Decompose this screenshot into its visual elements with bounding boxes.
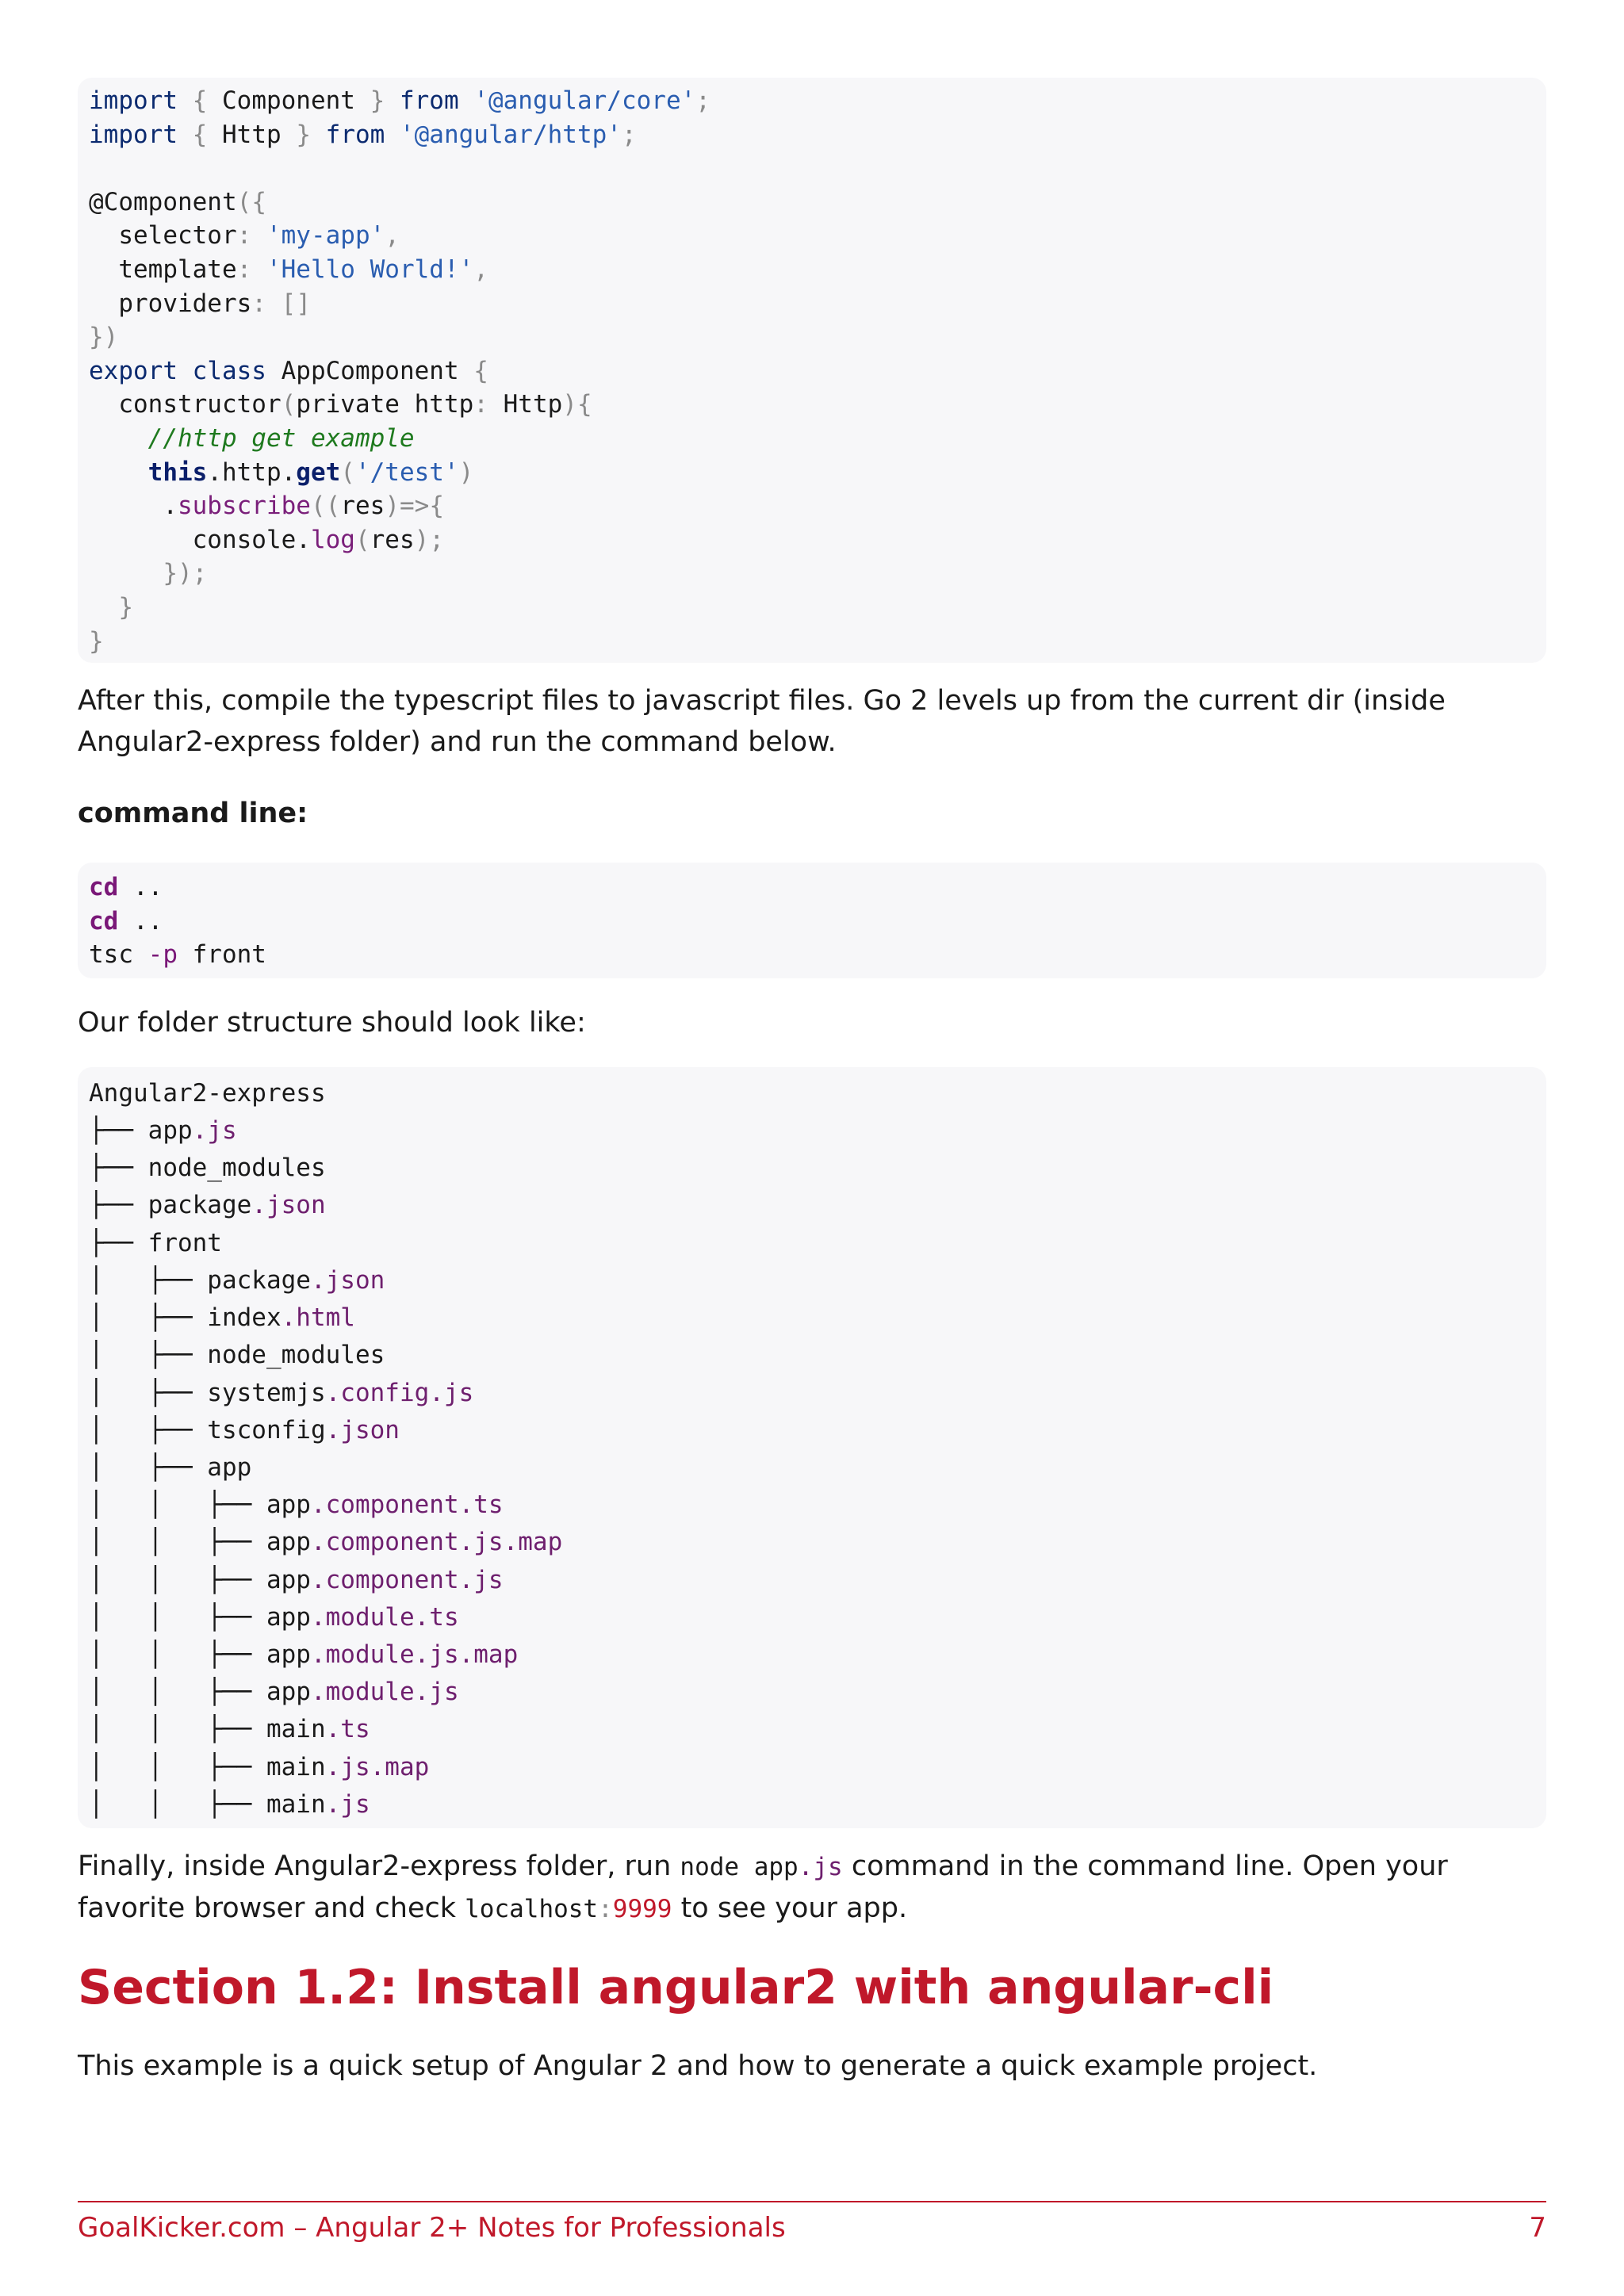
tree-line: │ ├── tsconfig.json bbox=[89, 1415, 400, 1445]
ts-code-line: template: 'Hello World!', bbox=[89, 254, 488, 284]
inline-code-localhost: localhost:9999 bbox=[465, 1894, 672, 1923]
tree-line: ├── package.json bbox=[89, 1191, 326, 1220]
command-line-label: command line: bbox=[78, 798, 308, 830]
tree-line: Angular2-express bbox=[89, 1078, 326, 1108]
paragraph-compile: After this, compile the typescript files to javascript files. Go 2 levels up from the current dir (inside Angular2-express folder) and run the command below. bbox=[78, 685, 1446, 759]
tree-line: ├── front bbox=[89, 1228, 222, 1257]
section-heading: Section 1.2: Install angular2 with angular-cli bbox=[78, 1959, 1274, 2015]
ts-code-line: providers: [] bbox=[89, 289, 311, 318]
paragraph-quick-setup: This example is a quick setup of Angular 2 and how to generate a quick example project. bbox=[78, 2049, 1318, 2082]
tree-line: │ │ ├── app.module.js.map bbox=[89, 1640, 519, 1669]
ts-code-line: import { Component } from '@angular/core'; bbox=[89, 86, 710, 115]
tree-line: │ ├── systemjs.config.js bbox=[89, 1378, 474, 1407]
tree-line: ├── node_modules bbox=[89, 1154, 326, 1183]
paragraph-run-app bbox=[78, 1846, 1546, 1930]
shell-code-line: cd .. bbox=[89, 906, 163, 936]
tree-line: ├── app.js bbox=[89, 1116, 237, 1146]
ts-code-line: } bbox=[89, 626, 104, 656]
tree-line: │ │ ├── main.js.map bbox=[89, 1752, 430, 1781]
ts-code-line: selector: 'my-app', bbox=[89, 221, 400, 251]
ts-code-line: }) bbox=[89, 323, 119, 352]
ts-code-line: this.http.get('/test') bbox=[147, 457, 474, 487]
run-app-text-3: to see your app. bbox=[672, 1892, 908, 1924]
tree-line: │ │ ├── app.component.js bbox=[89, 1565, 504, 1594]
inline-code-node-app: node app.js bbox=[680, 1852, 843, 1881]
tree-line: │ ├── index.html bbox=[89, 1303, 355, 1333]
page-footer bbox=[78, 2201, 1546, 2244]
ts-code-line: } bbox=[118, 592, 133, 622]
tree-line: │ ├── app bbox=[89, 1452, 252, 1482]
code-block-commands bbox=[78, 863, 1546, 978]
ts-code-line: console.log(res); bbox=[89, 525, 444, 554]
tree-line: │ │ ├── app.module.js bbox=[89, 1678, 459, 1707]
code-block-folder-tree bbox=[78, 1067, 1546, 1828]
tree-line: │ │ ├── app.module.ts bbox=[89, 1602, 459, 1632]
footer-page-number: 7 bbox=[1529, 2212, 1546, 2244]
code-block-typescript bbox=[78, 78, 1546, 663]
tree-line: │ │ ├── main.js bbox=[89, 1789, 370, 1819]
ts-code-line: .subscribe((res)=>{ bbox=[89, 492, 444, 521]
ts-code-line: @Component({ bbox=[89, 187, 266, 216]
ts-code-line: }); bbox=[163, 559, 208, 588]
tree-line: │ │ ├── main.ts bbox=[89, 1715, 370, 1744]
ts-code-line: constructor(private http: Http){ bbox=[89, 390, 592, 419]
shell-code-line: cd .. bbox=[89, 873, 163, 902]
tree-line: │ ├── package.json bbox=[89, 1265, 385, 1295]
page-content bbox=[78, 78, 1546, 2087]
tree-line: │ ├── node_modules bbox=[89, 1341, 385, 1370]
ts-code-line bbox=[89, 151, 1535, 186]
ts-code-line: //http get example bbox=[147, 423, 415, 453]
tree-line: │ │ ├── app.component.js.map bbox=[89, 1528, 563, 1557]
run-app-text-2: command in the command line. Open your favorite browser and check bbox=[78, 1850, 1448, 1924]
ts-code-line: import { Http } from '@angular/http'; bbox=[89, 120, 637, 149]
tree-line: │ │ ├── app.component.ts bbox=[89, 1490, 504, 1520]
shell-code-line: tsc -p front bbox=[89, 940, 266, 970]
footer-site-title: GoalKicker.com – Angular 2+ Notes for Professionals bbox=[78, 2212, 786, 2244]
run-app-text-1: Finally, inside Angular2-express folder, run bbox=[78, 1850, 680, 1882]
ts-code-line: export class AppComponent { bbox=[89, 356, 488, 385]
paragraph-folder-structure: Our folder structure should look like: bbox=[78, 1006, 586, 1039]
